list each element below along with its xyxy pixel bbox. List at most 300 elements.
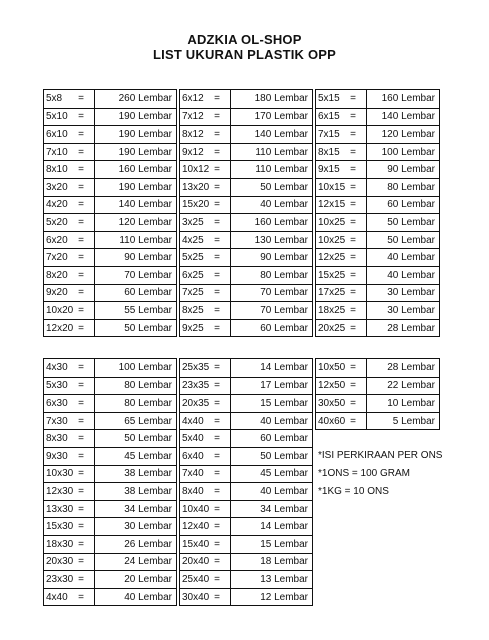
equals-sign: = (78, 269, 84, 281)
size-cell: 10x30 (46, 468, 74, 480)
equals-sign: = (78, 93, 84, 105)
size-cell: 7x12 (182, 111, 204, 123)
size-cell: 10x50 (318, 362, 346, 374)
quantity-cell: 18 Lembar (230, 554, 312, 571)
table-row (180, 178, 312, 196)
table-row (44, 266, 176, 284)
quantity-cell: 40 Lembar (366, 249, 439, 266)
table-row (180, 284, 312, 302)
equals-sign: = (78, 415, 84, 427)
table-row (44, 588, 176, 606)
table-row (44, 196, 176, 214)
size-cell: 9x20 (46, 287, 68, 299)
quantity-cell: 10 Lembar (366, 395, 439, 412)
quantity-cell: 13 Lembar (230, 571, 312, 588)
size-cell: 23x30 (46, 573, 74, 585)
equals-sign: = (78, 287, 84, 299)
equals-sign: = (78, 521, 84, 533)
equals-sign: = (78, 322, 84, 334)
table-row (180, 517, 312, 535)
size-cell: 10x15 (318, 181, 346, 193)
size-cell: 25x40 (182, 573, 210, 585)
equals-sign: = (214, 287, 220, 299)
size-cell: 10x20 (46, 304, 74, 316)
size-cell: 5x20 (46, 216, 68, 228)
table-row (44, 394, 176, 412)
note-line: *1ONS = 100 GRAM (318, 468, 410, 479)
quantity-cell: 140 Lembar (366, 109, 439, 126)
equals-sign: = (214, 573, 220, 585)
equals-sign: = (350, 287, 356, 299)
table-row (180, 500, 312, 518)
quantity-cell: 110 Lembar (230, 144, 312, 161)
table-row (316, 284, 439, 302)
size-cell: 12x40 (182, 521, 210, 533)
table-row (316, 213, 439, 231)
quantity-cell: 140 Lembar (230, 126, 312, 143)
quantity-cell: 60 Lembar (366, 197, 439, 214)
equals-sign: = (78, 485, 84, 497)
table-row (44, 465, 176, 483)
table-row (44, 125, 176, 143)
quantity-cell: 30 Lembar (94, 518, 176, 535)
equals-sign: = (350, 111, 356, 123)
table-row (180, 588, 312, 606)
table-row (180, 266, 312, 284)
equals-sign: = (350, 146, 356, 158)
quantity-cell: 22 Lembar (366, 378, 439, 395)
equals-sign: = (350, 304, 356, 316)
table-row (316, 178, 439, 196)
table-row (180, 359, 312, 377)
size-cell: 5x40 (182, 433, 204, 445)
equals-sign: = (78, 234, 84, 246)
equals-sign: = (350, 128, 356, 140)
size-cell: 5x30 (46, 380, 68, 392)
notes (318, 447, 442, 501)
equals-sign: = (214, 322, 220, 334)
table-row (316, 266, 439, 284)
table-row (316, 359, 439, 377)
quantity-cell: 80 Lembar (94, 378, 176, 395)
size-cell: 18x30 (46, 538, 74, 550)
equals-sign: = (214, 468, 220, 480)
table-row (316, 231, 439, 249)
table-row (44, 178, 176, 196)
size-cell: 3x20 (46, 181, 68, 193)
equals-sign: = (214, 199, 220, 211)
table-row (44, 429, 176, 447)
quantity-cell: 20 Lembar (94, 571, 176, 588)
quantity-cell: 70 Lembar (230, 302, 312, 319)
quantity-cell: 70 Lembar (230, 285, 312, 302)
quantity-cell: 55 Lembar (94, 302, 176, 319)
quantity-cell: 34 Lembar (94, 501, 176, 518)
size-cell: 25x35 (182, 362, 210, 374)
equals-sign: = (214, 252, 220, 264)
size-cell: 30x40 (182, 591, 210, 603)
quantity-cell: 38 Lembar (94, 466, 176, 483)
quantity-cell: 45 Lembar (94, 448, 176, 465)
equals-sign: = (214, 591, 220, 603)
table-row (180, 394, 312, 412)
equals-sign: = (78, 503, 84, 515)
equals-sign: = (214, 433, 220, 445)
size-cell: 7x30 (46, 415, 68, 427)
equals-sign: = (78, 164, 84, 176)
equals-sign: = (78, 591, 84, 603)
equals-sign: = (78, 362, 84, 374)
size-cell: 15x40 (182, 538, 210, 550)
size-cell: 9x15 (318, 164, 340, 176)
equals-sign: = (214, 503, 220, 515)
table-row (180, 535, 312, 553)
table-row (44, 570, 176, 588)
equals-sign: = (350, 252, 356, 264)
quantity-cell: 50 Lembar (230, 179, 312, 196)
quantity-cell: 160 Lembar (230, 214, 312, 231)
quantity-cell: 50 Lembar (366, 214, 439, 231)
equals-sign: = (214, 93, 220, 105)
size-cell: 12x50 (318, 380, 346, 392)
table-row (44, 284, 176, 302)
table-bottom-mid (179, 358, 313, 606)
table-row (44, 143, 176, 161)
table-row (44, 359, 176, 377)
quantity-cell: 30 Lembar (366, 302, 439, 319)
equals-sign: = (78, 181, 84, 193)
equals-sign: = (214, 146, 220, 158)
quantity-cell: 110 Lembar (94, 232, 176, 249)
table-bottom-left (43, 358, 177, 606)
equals-sign: = (214, 450, 220, 462)
equals-sign: = (78, 146, 84, 158)
table-row (180, 447, 312, 465)
quantity-cell: 30 Lembar (366, 285, 439, 302)
table-row (44, 160, 176, 178)
equals-sign: = (78, 397, 84, 409)
size-cell: 10x25 (318, 216, 346, 228)
table-row (180, 231, 312, 249)
size-cell: 9x30 (46, 450, 68, 462)
table-row (180, 482, 312, 500)
equals-sign: = (350, 380, 356, 392)
table-row (180, 108, 312, 126)
size-cell: 9x25 (182, 322, 204, 334)
table-row (44, 213, 176, 231)
equals-sign: = (214, 216, 220, 228)
equals-sign: = (350, 164, 356, 176)
quantity-cell: 50 Lembar (94, 430, 176, 447)
quantity-cell: 26 Lembar (94, 536, 176, 553)
size-cell: 6x12 (182, 93, 204, 105)
equals-sign: = (350, 415, 356, 427)
equals-sign: = (350, 322, 356, 334)
equals-sign: = (350, 93, 356, 105)
equals-sign: = (78, 450, 84, 462)
size-cell: 5x15 (318, 93, 340, 105)
equals-sign: = (78, 573, 84, 585)
quantity-cell: 28 Lembar (366, 359, 439, 377)
size-cell: 6x30 (46, 397, 68, 409)
size-cell: 8x20 (46, 269, 68, 281)
quantity-cell: 140 Lembar (94, 197, 176, 214)
size-cell: 8x10 (46, 164, 68, 176)
size-cell: 4x30 (46, 362, 68, 374)
size-cell: 6x20 (46, 234, 68, 246)
equals-sign: = (214, 128, 220, 140)
size-cell: 5x25 (182, 252, 204, 264)
quantity-cell: 38 Lembar (94, 483, 176, 500)
table-row (180, 213, 312, 231)
quantity-cell: 50 Lembar (94, 320, 176, 337)
equals-sign: = (78, 111, 84, 123)
quantity-cell: 190 Lembar (94, 126, 176, 143)
table-row (316, 196, 439, 214)
table-row (44, 108, 176, 126)
size-cell: 12x15 (318, 199, 346, 211)
quantity-cell: 70 Lembar (94, 267, 176, 284)
size-cell: 6x40 (182, 450, 204, 462)
quantity-cell: 34 Lembar (230, 501, 312, 518)
quantity-cell: 40 Lembar (366, 267, 439, 284)
size-cell: 40x60 (318, 415, 346, 427)
quantity-cell: 14 Lembar (230, 359, 312, 377)
quantity-cell: 80 Lembar (366, 179, 439, 196)
size-cell: 7x40 (182, 468, 204, 480)
size-cell: 12x25 (318, 252, 346, 264)
note-line: *ISI PERKIRAAN PER ONS (318, 450, 443, 461)
table-row (44, 301, 176, 319)
quantity-cell: 190 Lembar (94, 179, 176, 196)
equals-sign: = (214, 181, 220, 193)
table-row (44, 248, 176, 266)
quantity-cell: 190 Lembar (94, 144, 176, 161)
table-row (44, 447, 176, 465)
equals-sign: = (214, 362, 220, 374)
size-cell: 20x40 (182, 556, 210, 568)
size-cell: 8x25 (182, 304, 204, 316)
size-cell: 4x20 (46, 199, 68, 211)
size-cell: 7x10 (46, 146, 68, 158)
table-top-right (315, 89, 440, 337)
table-row (180, 90, 312, 108)
quantity-cell: 60 Lembar (94, 285, 176, 302)
list-subtitle: LIST UKURAN PLASTIK OPP (153, 47, 336, 62)
size-cell: 10x40 (182, 503, 210, 515)
table-row (316, 108, 439, 126)
size-cell: 5x8 (46, 93, 63, 105)
equals-sign: = (214, 521, 220, 533)
quantity-cell: 45 Lembar (230, 466, 312, 483)
size-cell: 15x20 (182, 199, 210, 211)
size-cell: 4x25 (182, 234, 204, 246)
table-row (180, 429, 312, 447)
table-row (44, 482, 176, 500)
size-cell: 6x10 (46, 128, 68, 140)
quantity-cell: 160 Lembar (366, 90, 439, 108)
table-row (44, 517, 176, 535)
size-cell: 7x15 (318, 128, 340, 140)
equals-sign: = (78, 538, 84, 550)
table-bottom-right (315, 358, 440, 430)
quantity-cell: 15 Lembar (230, 536, 312, 553)
size-cell: 20x25 (318, 322, 346, 334)
size-cell: 20x35 (182, 397, 210, 409)
table-row (180, 319, 312, 337)
quantity-cell: 120 Lembar (366, 126, 439, 143)
table-row (316, 160, 439, 178)
equals-sign: = (78, 380, 84, 392)
equals-sign: = (214, 556, 220, 568)
table-row (44, 500, 176, 518)
equals-sign: = (350, 199, 356, 211)
quantity-cell: 40 Lembar (94, 589, 176, 606)
equals-sign: = (214, 397, 220, 409)
table-row (316, 377, 439, 395)
table-row (180, 160, 312, 178)
size-cell: 6x15 (318, 111, 340, 123)
quantity-cell: 90 Lembar (230, 249, 312, 266)
size-cell: 17x25 (318, 287, 346, 299)
quantity-cell: 5 Lembar (366, 413, 439, 430)
table-row (180, 143, 312, 161)
quantity-cell: 40 Lembar (230, 483, 312, 500)
table-row (316, 412, 439, 430)
equals-sign: = (78, 216, 84, 228)
table-row (316, 143, 439, 161)
size-cell: 7x20 (46, 252, 68, 264)
quantity-cell: 120 Lembar (94, 214, 176, 231)
equals-sign: = (214, 164, 220, 176)
quantity-cell: 40 Lembar (230, 413, 312, 430)
size-cell: 8x12 (182, 128, 204, 140)
equals-sign: = (214, 415, 220, 427)
quantity-cell: 130 Lembar (230, 232, 312, 249)
table-row (316, 319, 439, 337)
size-cell: 30x50 (318, 397, 346, 409)
table-row (180, 465, 312, 483)
table-row (44, 412, 176, 430)
quantity-cell: 260 Lembar (94, 90, 176, 108)
equals-sign: = (350, 216, 356, 228)
size-cell: 15x30 (46, 521, 74, 533)
equals-sign: = (214, 485, 220, 497)
table-row (316, 125, 439, 143)
size-cell: 4x40 (46, 591, 68, 603)
shop-title: ADZKIA OL-SHOP (187, 32, 302, 47)
equals-sign: = (350, 269, 356, 281)
size-cell: 8x15 (318, 146, 340, 158)
table-row (180, 553, 312, 571)
size-cell: 12x30 (46, 485, 74, 497)
quantity-cell: 100 Lembar (366, 144, 439, 161)
table-row (180, 196, 312, 214)
equals-sign: = (78, 433, 84, 445)
equals-sign: = (78, 468, 84, 480)
size-cell: 13x20 (182, 181, 210, 193)
size-cell: 8x40 (182, 485, 204, 497)
size-cell: 20x30 (46, 556, 74, 568)
table-row (44, 90, 176, 108)
quantity-cell: 80 Lembar (230, 267, 312, 284)
table-row (44, 319, 176, 337)
equals-sign: = (214, 538, 220, 550)
quantity-cell: 65 Lembar (94, 413, 176, 430)
quantity-cell: 17 Lembar (230, 378, 312, 395)
equals-sign: = (78, 199, 84, 211)
size-cell: 9x12 (182, 146, 204, 158)
note-line: *1KG = 10 ONS (318, 486, 389, 497)
quantity-cell: 190 Lembar (94, 109, 176, 126)
quantity-cell: 100 Lembar (94, 359, 176, 377)
equals-sign: = (78, 252, 84, 264)
table-row (180, 570, 312, 588)
size-cell: 4x40 (182, 415, 204, 427)
table-row (180, 301, 312, 319)
table-row (180, 412, 312, 430)
equals-sign: = (214, 304, 220, 316)
quantity-cell: 160 Lembar (94, 161, 176, 178)
equals-sign: = (78, 304, 84, 316)
size-cell: 5x10 (46, 111, 68, 123)
table-row (180, 377, 312, 395)
quantity-cell: 14 Lembar (230, 518, 312, 535)
quantity-cell: 90 Lembar (366, 161, 439, 178)
quantity-cell: 60 Lembar (230, 320, 312, 337)
equals-sign: = (78, 128, 84, 140)
size-cell: 7x25 (182, 287, 204, 299)
table-row (44, 553, 176, 571)
table-row (316, 394, 439, 412)
quantity-cell: 24 Lembar (94, 554, 176, 571)
size-cell: 23x35 (182, 380, 210, 392)
size-cell: 18x25 (318, 304, 346, 316)
quantity-cell: 110 Lembar (230, 161, 312, 178)
equals-sign: = (350, 234, 356, 246)
size-cell: 6x25 (182, 269, 204, 281)
equals-sign: = (350, 362, 356, 374)
table-row (180, 248, 312, 266)
size-cell: 13x30 (46, 503, 74, 515)
equals-sign: = (214, 111, 220, 123)
equals-sign: = (350, 181, 356, 193)
quantity-cell: 15 Lembar (230, 395, 312, 412)
table-row (44, 231, 176, 249)
size-cell: 10x25 (318, 234, 346, 246)
table-top-mid (179, 89, 313, 337)
quantity-cell: 40 Lembar (230, 197, 312, 214)
size-cell: 15x25 (318, 269, 346, 281)
quantity-cell: 12 Lembar (230, 589, 312, 606)
quantity-cell: 80 Lembar (94, 395, 176, 412)
table-row (316, 90, 439, 108)
equals-sign: = (214, 380, 220, 392)
table-row (316, 248, 439, 266)
size-cell: 10x12 (182, 164, 210, 176)
size-cell: 3x25 (182, 216, 204, 228)
quantity-cell: 170 Lembar (230, 109, 312, 126)
equals-sign: = (78, 556, 84, 568)
quantity-cell: 90 Lembar (94, 249, 176, 266)
quantity-cell: 28 Lembar (366, 320, 439, 337)
quantity-cell: 60 Lembar (230, 430, 312, 447)
size-cell: 12x20 (46, 322, 74, 334)
equals-sign: = (214, 269, 220, 281)
table-top-left (43, 89, 177, 337)
table-row (316, 301, 439, 319)
table-row (44, 377, 176, 395)
